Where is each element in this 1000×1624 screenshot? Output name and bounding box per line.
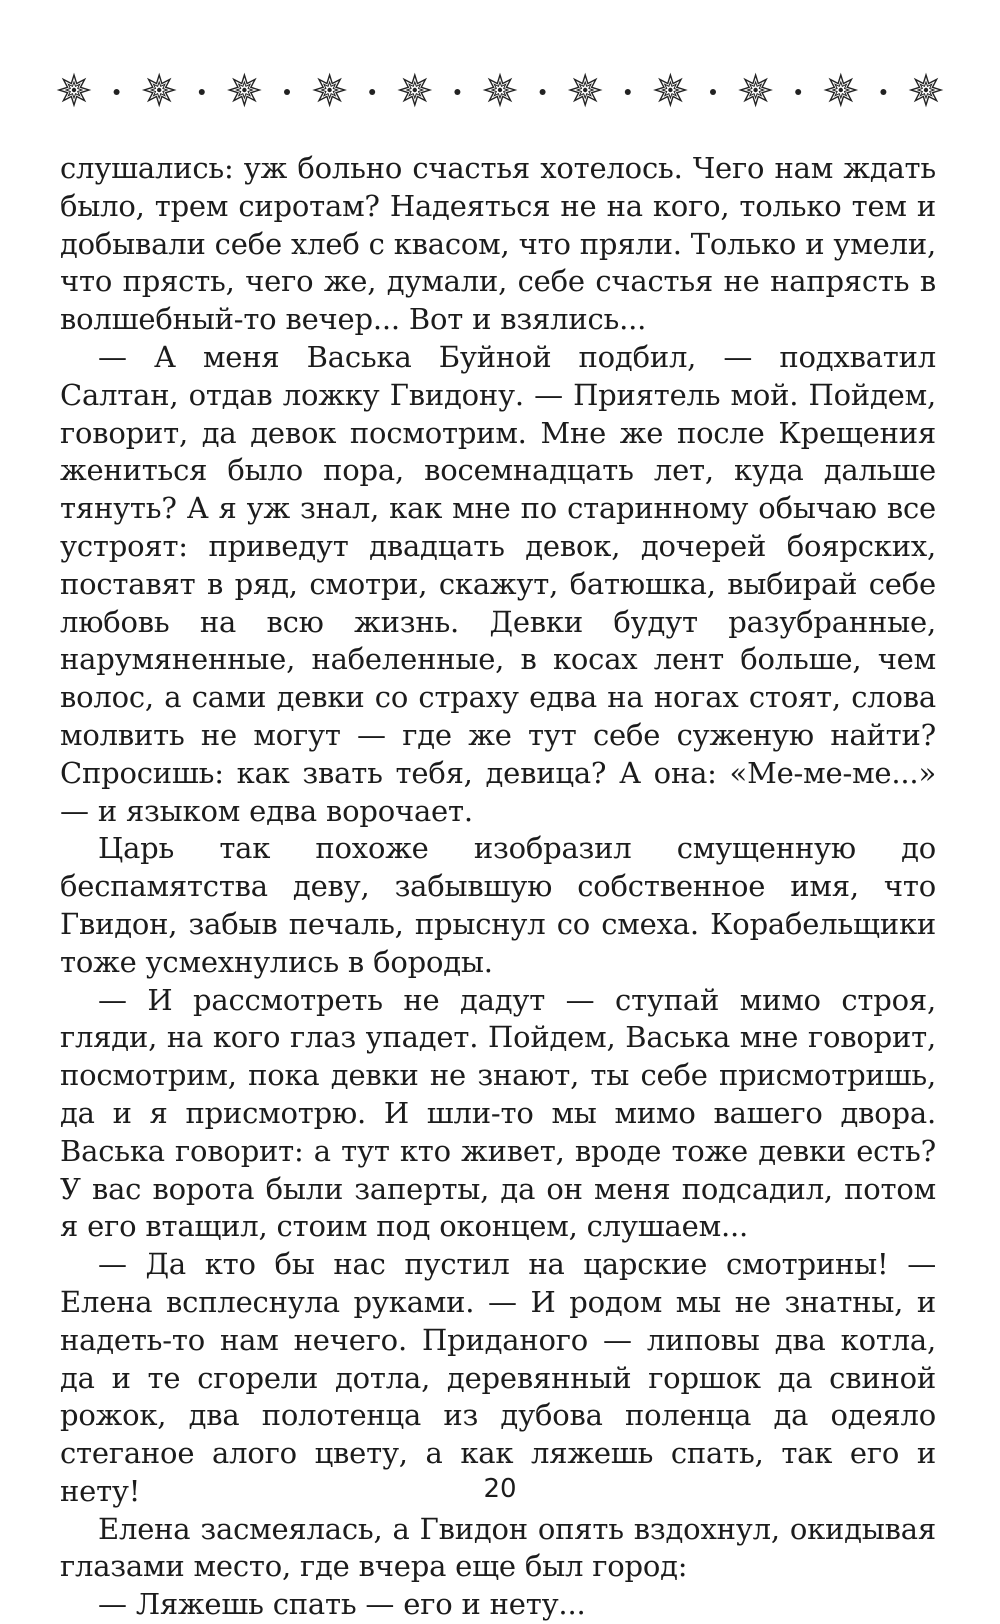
- ornament-dot: [114, 89, 120, 95]
- star-ornament-icon: [229, 75, 259, 105]
- paragraph: Царь так похоже изобразил смущенную до беспамятства деву, забывшую собственное имя, что Гвидон, забыв печаль, прыснул со смеха. Корабельщики тоже усмехнулись в бороды.: [60, 831, 936, 979]
- star-ornament-icon: [144, 75, 174, 105]
- star-ornament-icon: [570, 75, 600, 105]
- paragraph: — Да кто бы нас пустил на царские смотрины! — Елена всплеснула руками. — И родом мы не знатны, и надеть-то нам нечего. Приданого — липовы два котла, да и те сгорели дотла, деревянный горшок да свиной рожок, два полотенца из дубова поленца да одеяло стеганое алого цвету, а как ляжешь спать, так его и нету!: [60, 1247, 936, 1508]
- paragraph: слушались: уж больно счастья хотелось. Чего нам ждать было, трем сиротам? Надеяться не на кого, только тем и добывали себе хлеб с квасом, что пряли. Только и умели, что прясть, чего же, думали, себе счастья не напрясть в волшебный-то вечер... Вот и взялись...: [60, 151, 936, 337]
- star-ornament-icon: [911, 75, 941, 105]
- ornament-dot: [880, 89, 886, 95]
- star-ornament-icon: [485, 75, 515, 105]
- ornament-dot: [199, 89, 205, 95]
- star-ornament-icon: [826, 75, 856, 105]
- paragraph: — И рассмотреть не дадут — ступай мимо строя, гляди, на кого глаз упадет. Пойдем, Васька мне говорит, посмотрим, пока девки не знают, ты себе присмотришь, да и я присмотрю. И шли-то мы мимо вашего двора. Васька говорит: а тут кто живет, вроде тоже девки есть? У вас ворота были заперты, да он меня подсадил, потом я его втащил, стоим под оконцем, слушаем...: [60, 982, 936, 1244]
- ornament-header: [56, 70, 944, 110]
- page-number: 20: [483, 1474, 517, 1504]
- star-ornament-icon: [655, 75, 685, 105]
- ornament-strip: [56, 70, 944, 110]
- star-ornament-icon: [315, 75, 345, 105]
- ornament-dot: [284, 89, 290, 95]
- page-body: [60, 150, 936, 1624]
- ornament-dot: [454, 89, 460, 95]
- ornament-dot: [795, 89, 801, 95]
- paragraph: Елена засмеялась, а Гвидон опять вздохнул, окидывая глазами место, где вчера еще был город:: [60, 1511, 936, 1584]
- ornament-dot: [625, 89, 631, 95]
- ornament-dot: [540, 89, 546, 95]
- ornament-dot: [710, 89, 716, 95]
- star-ornament-icon: [59, 75, 89, 105]
- paragraph: — Ляжешь спать — его и нету...: [98, 1587, 586, 1622]
- paragraph: — А меня Васька Буйной подбил, — подхватил Салтан, отдав ложку Гвидону. — Приятель мой. Пойдем, говорит, да девок посмотрим. Мне же после Крещения жениться было пора, восемнадцать лет, куда дальше тянуть? А я уж знал, как мне по старинному обычаю все устроят: приведут двадцать девок, дочерей боярских, поставят в ряд, смотри, скажут, батюшка, выбирай себе любовь на всю жизнь. Девки будут разубранные, нарумяненные, набеленные, в косах лент больше, чем волос, а сами девки со страху едва на ногах стоят, слова молвить не могут — где же тут себе суженую найти? Спросишь: как звать тебя, девица? А она: «Ме-ме-ме...» — и языком едва ворочает.: [60, 339, 936, 828]
- ornament-dot: [369, 89, 375, 95]
- star-ornament-icon: [741, 75, 771, 105]
- star-ornament-icon: [400, 75, 430, 105]
